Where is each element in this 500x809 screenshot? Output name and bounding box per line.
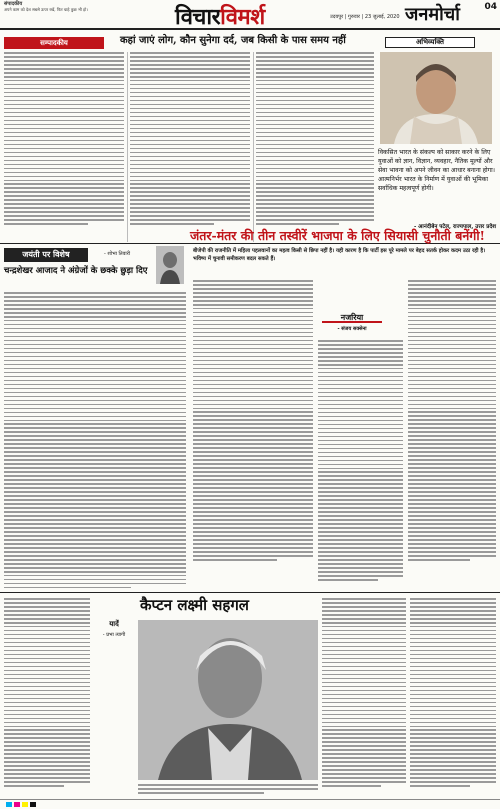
- main-story-headline: जंतर-मंतर की तीन तस्वीरें भाजपा के लिए सियासी चुनौती बनेंगी!: [190, 228, 486, 243]
- masthead-left-block: [4, 2, 154, 12]
- section-title-part1: विचार: [175, 4, 221, 30]
- registration-mark: [6, 802, 12, 807]
- body-text-placeholder: [256, 52, 374, 225]
- body-text-placeholder: [193, 280, 313, 561]
- jayanti-byline: - शोभा तिवारी: [104, 251, 131, 257]
- main-story-column-2: [318, 340, 403, 583]
- column-divider: [253, 52, 254, 242]
- main-story-column-3: [408, 280, 496, 563]
- masthead: [0, 0, 500, 30]
- azad-photo: [156, 246, 184, 284]
- quote-text: विकसित भारत के संकल्प को साकार करने के लिए युवाओं को ज्ञान, विज्ञान, व्यवहार, नैतिक मूल्यों और सेवा भावना को अपने जीवन का आधार बनाना होगा। आत्मनिर्भर भारत के निर्माण में युवाओं की भूमिका सर्वाधिक महत्वपूर्ण होगी।: [378, 149, 496, 192]
- lakshmi-column-1: [4, 598, 90, 789]
- editorial-column-1: [4, 52, 124, 227]
- body-text-placeholder: [408, 280, 496, 561]
- body-text-placeholder: [130, 52, 250, 225]
- column-divider: [127, 52, 128, 242]
- lakshmi-photo-caption-lines: [138, 784, 318, 796]
- jayanti-section-tag: जयंती पर विशेष: [4, 248, 88, 262]
- body-text-placeholder: [410, 598, 496, 787]
- section-title-part2: विमर्श: [220, 4, 265, 30]
- section-divider: [0, 592, 500, 593]
- body-text-placeholder: [4, 292, 186, 588]
- azad-headline: चन्द्रशेखर आजाद ने अंग्रेजों के छक्के छुड़ा दिए: [4, 266, 148, 276]
- quote-author: - आनंदीबेन पटेल, राज्यपाल, उत्तर प्रदेश: [413, 224, 496, 230]
- quote-section-tag: अभिव्यक्ति: [385, 37, 475, 48]
- main-story-dek: बीजेपी की राजनीति में महिला पहलवानों का महत्व किसी से छिपा नहीं है। यही कारण है कि पार्टी इस पूरे मामले पर बेहद सतर्क होकर कदम उठा रही है। भविष्य में चुनावी समीकरण बदल सकते हैं।: [193, 248, 486, 262]
- portrait-illustration: [380, 52, 492, 144]
- lakshmi-photo: [138, 620, 318, 780]
- registration-mark: [14, 802, 20, 807]
- body-text-placeholder: [4, 598, 90, 787]
- lakshmi-byline: - प्रभा त्यागी: [102, 632, 126, 638]
- body-text-placeholder: [322, 598, 406, 787]
- issue-date: उदयपुर | गुरुवार | 23 जुलाई, 2020: [330, 14, 400, 20]
- page-number: 04: [484, 2, 497, 12]
- masthead-left-text: अपने काम को देश सबसे ऊपर रखें, फिर चाहे कुछ भी हो।: [4, 7, 88, 12]
- section-divider: [0, 243, 500, 244]
- registration-mark: [30, 802, 36, 807]
- nazariya-byline: - संजय सक्सेना: [337, 326, 367, 332]
- body-text-placeholder: [318, 340, 403, 581]
- lakshmi-column-3: [410, 598, 496, 789]
- body-text-placeholder: [4, 52, 124, 225]
- lakshmi-column-2: [322, 598, 406, 789]
- lakshmi-headline: कैप्टन लक्ष्मी सहगल: [140, 596, 249, 614]
- yaadein-section-tag: यादें: [109, 620, 119, 628]
- body-text-placeholder: [138, 784, 318, 794]
- azad-article-body: [4, 292, 186, 591]
- editorial-headline: कहां जाएं लोग, कौन सुनेगा दर्द, जब किसी के पास समय नहीं: [120, 35, 346, 46]
- editorial-column-3: [256, 52, 374, 227]
- masthead-left-label: संपादकीय: [4, 1, 23, 7]
- portrait-illustration: [156, 246, 184, 284]
- governor-photo: [380, 52, 492, 144]
- nazariya-section-tag: नजरिया: [322, 312, 382, 323]
- newspaper-brand: जनमोर्चा: [405, 4, 460, 25]
- portrait-illustration: [138, 620, 318, 780]
- editorial-section-tag: सम्पादकीय: [4, 37, 104, 49]
- page-footer: [0, 799, 500, 809]
- editorial-column-2: [130, 52, 250, 227]
- registration-mark: [22, 802, 28, 807]
- main-story-column-1: [193, 280, 313, 563]
- section-title: [175, 1, 265, 31]
